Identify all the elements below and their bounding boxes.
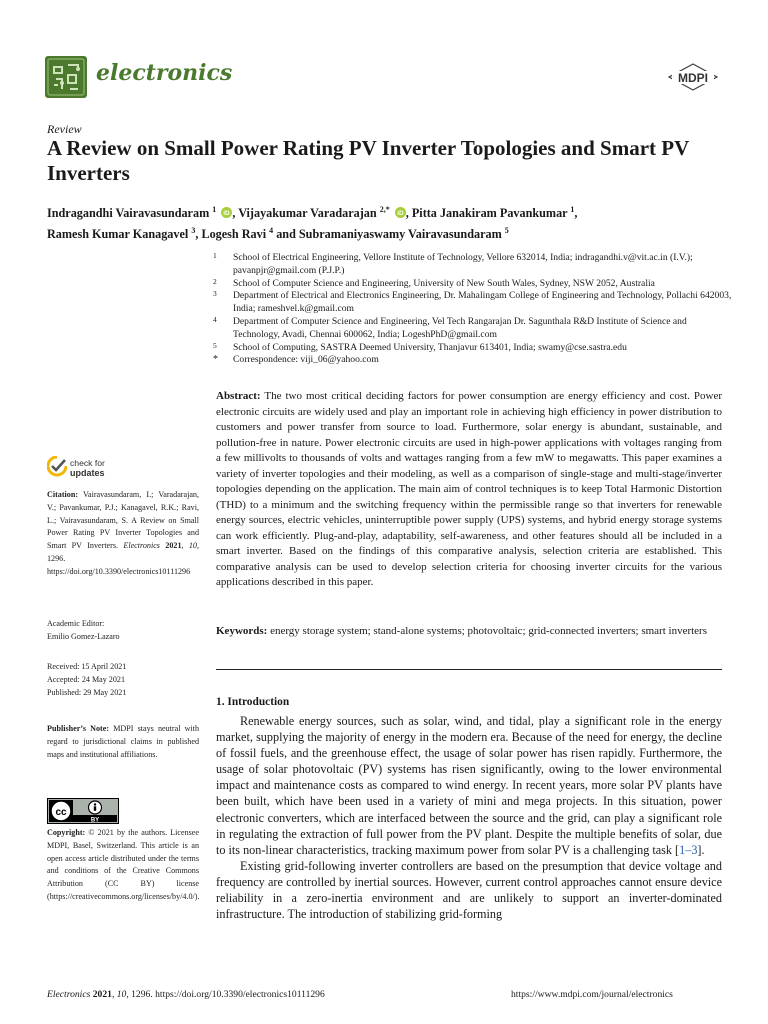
abstract-text: The two most critical deciding factors for power consumption are energy efficiency and cost. Power electronic circuits are widely used and play an important role in achieving high efficiency in power distribution to customers and power transfer from source to load. Furthermore, solar energy is abundant, sustainable, and pollution-free in nature. Power electronic circuits are used in high-power applications with voltages ranging from a few millivolts to thousands of volts and wattages ranging from a few mW to megawatts. This paper examines a variety of inverter topologies and their modeling, as well as a comparison of single-stage and multi-stage/inverter topologies depending on the application. The main aim of control techniques is to keep Total Harmonic Distortion (THD) to a minimum and the switching frequency within the permissible range so that inverters for renewable energy sources, electric vehicles, uninterruptible power supply (UPS) systems, and hybrid energy storage systems can work efficiently. Plug-and-play, adaptability, self-awareness, and other features should all be included in a smart inverter. Based on the findings of this comparative analysis, selection criteria are established. This comparative analysis can be used to develop selection criteria for choosing inverter circuits for the various applications described in this paper.: [216, 390, 722, 588]
svg-text:cc: cc: [55, 807, 67, 818]
citation-block: Citation: Vairavasundaram, I.; Varadarajan, V.; Pavankumar, P.J.; Kanagavel, R.K.; Ravi, L.; Vairavasundaram, S. A Review on Small Power Rating PV Inverter Topologies and Smart PV Inverters. Electronics 2021, 10, 1296. https://doi.org/10.3390/electronics10111296: [47, 490, 199, 576]
affiliation-marker: 2,*: [379, 205, 390, 214]
footer-doi-link[interactable]: , 1296. https://doi.org/10.3390/electronics10111296: [126, 989, 325, 1000]
author-name[interactable]: Indragandhi Vairavasundaram: [47, 206, 210, 221]
citation-link[interactable]: 3: [691, 842, 698, 857]
affiliation-item: 5 School of Computing, SASTRA Deemed University, Thanjavur 613401, India; swamy@cse.sastra.edu: [213, 340, 627, 353]
keywords-text: energy storage system; stand-alone systems; photovoltaic; grid-connected inverters; smart inverters: [270, 625, 708, 637]
section-heading: 1. Introduction: [216, 696, 290, 708]
orcid-icon[interactable]: [395, 207, 406, 218]
affiliation-marker: 1: [212, 205, 217, 214]
abstract: [216, 389, 722, 591]
affiliation-marker: 1: [570, 205, 575, 214]
orcid-icon[interactable]: [221, 207, 232, 218]
svg-text:iD: iD: [223, 210, 231, 218]
author-name[interactable]: Logesh Ravi: [201, 227, 267, 242]
affiliation-list: [213, 252, 733, 367]
keywords: [216, 624, 722, 640]
citation-doi[interactable]: , 1296. https://doi.org/10.3390/electronics10111296: [47, 541, 199, 576]
check-for-updates-icon[interactable]: [47, 456, 67, 478]
affiliation-item: 4 Department of Computer Science and Engineering, Vel Tech Rangarajan Dr. Sagunthala R&D Institute of Science and Technology, Avadi, Chennai 600062, India; LogeshPhD@gmail.com: [213, 314, 687, 340]
abstract-label: Abstract:: [216, 390, 261, 402]
journal-name: electronics: [96, 60, 233, 86]
mdpi-logo[interactable]: [664, 62, 722, 96]
author-name[interactable]: Subramaniyaswamy Vairavasundaram: [298, 227, 502, 242]
academic-editor: Academic Editor: Emilio Gomez-Lazaro: [47, 619, 120, 641]
journal-url[interactable]: https://www.mdpi.com/journal/electronics: [511, 989, 673, 1000]
citation-link[interactable]: 1: [679, 842, 686, 857]
paragraph: Existing grid-following inverter controllers are based on the presumption that device voltage and frequency are controlled by inertial sources. However, current control approaches cannot ensure device reliability in a zero-inertia environment and are unlikely to support an inverter-dominated infrastructure. The introduction of stabilizing grid-forming: [216, 858, 722, 922]
body-text: [216, 713, 722, 922]
publication-dates: [47, 661, 199, 699]
author-name[interactable]: Pitta Janakiram Pavankumar: [411, 206, 568, 221]
mdpi-logo-text: MDPI: [678, 71, 708, 85]
paragraph: Renewable energy sources, such as solar, wind, and tidal, play a significant role in the energy market, supplying the majority of energy in the modern era. Because of the need for energy, the decline of fossil fuels, and the greenhouse effect, the usage of solar power has risen rapidly. Furthermore, the usage of solar photovoltaic (PV) systems has risen significantly, owing to the lower environmental impact and maintenance costs as compared to wind energy. In recent years, more solar PV plants have been built, which have been used in a variety of mini and mega projects. In this situation, power electronic converters, which are interfaced between the source and the grid, can play a significant role in regulating the extraction of full power from the PV plant. Despite the multiple benefits of solar, due to its non-linear characteristics, tracking maximum power from solar PV is a challenging task [1–3].: [216, 714, 722, 857]
section-divider: [216, 669, 722, 670]
paper-title: A Review on Small Power Rating PV Inverter Topologies and Smart PV Inverters: [47, 136, 689, 185]
check-for-updates[interactable]: check for updates: [70, 458, 105, 478]
cc-by-label: BY: [90, 817, 100, 824]
received-date: Received: 15 April 2021: [47, 662, 127, 671]
affiliation-marker: 3: [191, 226, 196, 236]
copyright-notice: Copyright: © 2021 by the authors. Licensee MDPI, Basel, Switzerland. This article is an open access article distributed under the terms and conditions of the Creative Commons Attribution (CC BY) license (https://creativecommons.org/licenses/by/4.0/).: [47, 828, 200, 901]
affiliation-item: 1 School of Electrical Engineering, Vellore Institute of Technology, Vellore 632014, India; indragandhi.v@vit.ac.in (I.V.); pavanpjr@gmail.com (P.J.P.): [213, 251, 693, 276]
accepted-date: Accepted: 24 May 2021: [47, 674, 125, 684]
author-list: Indragandhi Vairavasundaram $^1$ iD , Vijayakumar Varadarajan $^{2,*}$ iD , Pitta Janakiram Pavankumar $^1$, Ramesh Kumar Kanagavel $^3$, Logesh Ravi $^4$ and Subramaniyaswamy Vairavasundaram $^5$: [47, 205, 578, 242]
journal-logo: [44, 55, 88, 99]
correspondence-item: * Correspondence: viji_06@yahoo.com: [213, 354, 379, 366]
affiliation-item: 3 Department of Electrical and Electronics Engineering, Dr. Mahalingam College of Engineering and Technology, Pollachi 642003, India; rameshvel.k@gmail.com: [213, 289, 732, 315]
author-name[interactable]: Ramesh Kumar Kanagavel: [47, 227, 189, 242]
svg-text:iD: iD: [397, 210, 404, 218]
article-type: Review: [47, 122, 82, 136]
keywords-label: Keywords:: [216, 625, 268, 637]
cc-by-license-icon[interactable]: [47, 798, 119, 824]
affiliation-marker: 4: [269, 226, 274, 236]
published-date: Published: 29 May 2021: [47, 687, 127, 697]
publishers-note: Publisher’s Note: MDPI stays neutral with regard to jurisdictional claims in published maps and institutional affiliations.: [47, 724, 200, 759]
affiliation-marker: 5: [504, 226, 509, 236]
author-name[interactable]: Vijayakumar Varadarajan: [238, 206, 377, 221]
affiliation-item: 2 School of Computer Science and Engineering, University of New South Wales, Sydney, NSW 2052, Australia: [213, 276, 655, 289]
footer-citation: Electronics 2021, 10, 1296. https://doi.org/10.3390/electronics10111296: [47, 989, 325, 1000]
